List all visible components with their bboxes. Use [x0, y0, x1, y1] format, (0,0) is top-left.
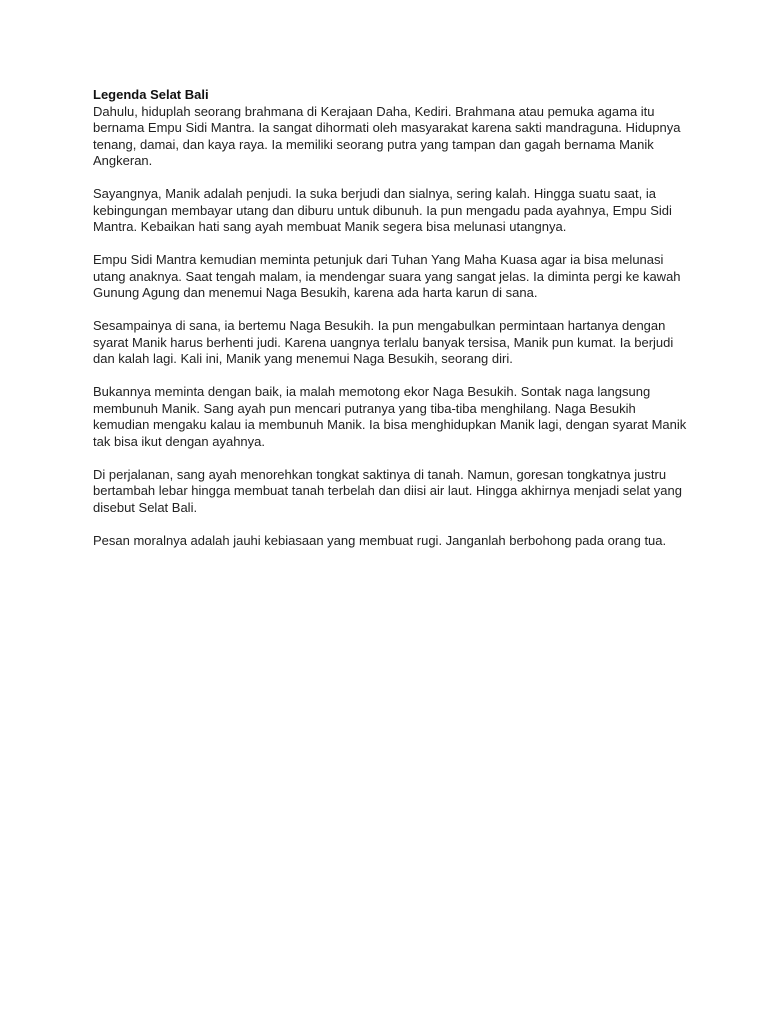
paragraph-1: Dahulu, hiduplah seorang brahmana di Kerajaan Daha, Kediri. Brahmana atau pemuka agama itu bernama Empu Sidi Mantra. Ia sangat dihormati oleh masyarakat karena sakti mandraguna. Hidupnya tenang, damai, dan kaya raya. Ia memiliki seorang putra yang tampan dan gagah bernama Manik Angkeran. [93, 103, 681, 168]
paragraph-2: Sayangnya, Manik adalah penjudi. Ia suka berjudi dan sialnya, sering kalah. Hingga suatu saat, ia kebingungan membayar utang dan diburu untuk dibunuh. Ia pun mengadu pada ayahnya, Empu Sidi Mantra. Kebaikan hati sang ayah membuat Manik segera bisa melunasi utangnya. [93, 186, 672, 234]
paragraph-6: Di perjalanan, sang ayah menorehkan tongkat saktinya di tanah. Namun, goresan tongkatnya justru bertambah lebar hingga membuat tanah terbelah dan diisi air laut. Hingga akhirnya menjadi selat yang disebut Selat Bali. [93, 466, 682, 515]
paragraph-3: Empu Sidi Mantra kemudian meminta petunjuk dari Tuhan Yang Maha Kuasa agar ia bisa melunasi utang anaknya. Saat tengah malam, ia mendengar suara yang sangat jelas. Ia diminta pergi ke kawah Gunung Agung dan menemui Naga Besukih, karena ada harta karun di sana. [93, 252, 681, 300]
document-title: Legenda Selat Bali [93, 87, 209, 102]
paragraph-5: Bukannya meminta dengan baik, ia malah memotong ekor Naga Besukih. Sontak naga langsung membunuh Manik. Sang ayah pun mencari putranya yang tiba-tiba menghilang. Naga Besukih kemudian mengaku kalau ia membunuh Manik. Ia bisa menghidupkan Manik lagi, dengan syarat Manik tak bisa ikut dengan ayahnya. [93, 384, 687, 449]
document-body [93, 87, 693, 566]
paragraph-7: Pesan moralnya adalah jauhi kebiasaan yang membuat rugi. Janganlah berbohong pada orang tua. [93, 532, 667, 548]
paragraph-4: Sesampainya di sana, ia bertemu Naga Besukih. Ia pun mengabulkan permintaan hartanya dengan syarat Manik harus berhenti judi. Karena uangnya terlalu banyak tersisa, Manik pun kumat. Ia berjudi dan kalah lagi. Kali ini, Manik yang menemui Naga Besukih, seorang diri. [93, 318, 674, 366]
